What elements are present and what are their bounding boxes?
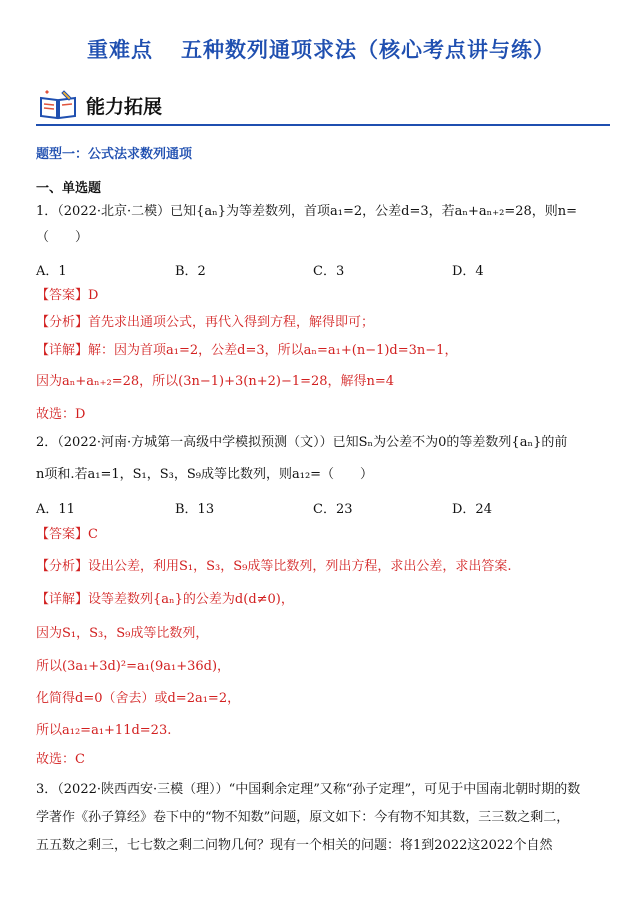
q1-option-d: D．4: [452, 264, 484, 279]
q1-stem: 1．（2022·北京·二模）已知{aₙ}为等差数列，首项a₁=2，公差d=3，若aₙ+aₙ₊₂=28，则n=: [36, 204, 578, 219]
q2-conclusion: 故选：C: [36, 752, 85, 767]
q1-option-a: A．1: [36, 264, 67, 279]
q2-analysis: 【分析】设出公差，利用S₁，S₃，S₉成等比数列，列出方程，求出公差，求出答案.: [36, 559, 512, 574]
q1-option-b: B．2: [175, 264, 206, 279]
book-pencil-icon: [38, 88, 78, 120]
section-label: 能力拓展: [86, 96, 163, 118]
q1-conclusion: 故选：D: [36, 407, 86, 422]
q2-detail-2: 因为S₁，S₃，S₉成等比数列，: [36, 626, 209, 641]
question-type-heading: 题型一：公式法求数列通项: [36, 147, 193, 162]
q2-option-b: B．13: [175, 502, 215, 517]
q2-option-d: D．24: [452, 502, 492, 517]
q2-option-c: C．23: [313, 502, 353, 517]
section-header: [36, 86, 610, 126]
q2-detail-5: 所以a₁₂=a₁+11d=23.: [36, 723, 172, 738]
title-left: 重难点: [87, 38, 153, 62]
q1-detail-2: 因为aₙ+aₙ₊₂=28，所以(3n−1)+3(n+2)−1=28，解得n=4: [36, 374, 395, 389]
q1-analysis: 【分析】首先求出通项公式，再代入得到方程，解得即可；: [36, 315, 375, 330]
q1-paren: （ ）: [36, 230, 89, 245]
q3-line-2: 学著作《孙子算经》卷下中的“物不知数”问题，原文如下：今有物不知其数，三三数之剩二，: [36, 810, 570, 825]
q2-detail-4: 化简得d=0（舍去）或d=2a₁=2，: [36, 691, 241, 706]
q2-stem-line-1: 2．（2022·河南·方城第一高级中学模拟预测（文））已知Sₙ为公差不为0的等差数列{aₙ}的前: [36, 435, 568, 450]
q1-option-c: C．3: [313, 264, 345, 279]
section-divider: [36, 124, 610, 126]
q2-stem-line-2: n项和.若a₁=1，S₁，S₃，S₉成等比数列，则a₁₂=（ ）: [36, 467, 374, 482]
q2-option-a: A．11: [36, 502, 75, 517]
subsection-heading: 一、单选题: [36, 181, 102, 196]
q3-line-3: 五五数之剩三，七七数之剩二问物几何？现有一个相关的问题：将1到2022这2022个自然: [36, 838, 553, 853]
q1-answer: 【答案】D: [36, 288, 99, 303]
title-right: 五种数列通项求法（核心考点讲与练）: [181, 38, 555, 62]
q2-detail-1: 【详解】设等差数列{aₙ}的公差为d(d≠0)，: [36, 592, 294, 607]
q2-detail-3: 所以(3a₁+3d)²=a₁(9a₁+36d)，: [36, 659, 231, 674]
q1-detail-1: 【详解】解：因为首项a₁=2，公差d=3，所以aₙ=a₁+(n−1)d=3n−1，: [36, 343, 458, 358]
page-title: [0, 34, 642, 64]
q3-line-1: 3．（2022·陕西西安·三模（理））“中国剩余定理”又称“孙子定理”，可见于中国南北朝时期的数: [36, 782, 581, 797]
q2-answer: 【答案】C: [36, 527, 98, 542]
